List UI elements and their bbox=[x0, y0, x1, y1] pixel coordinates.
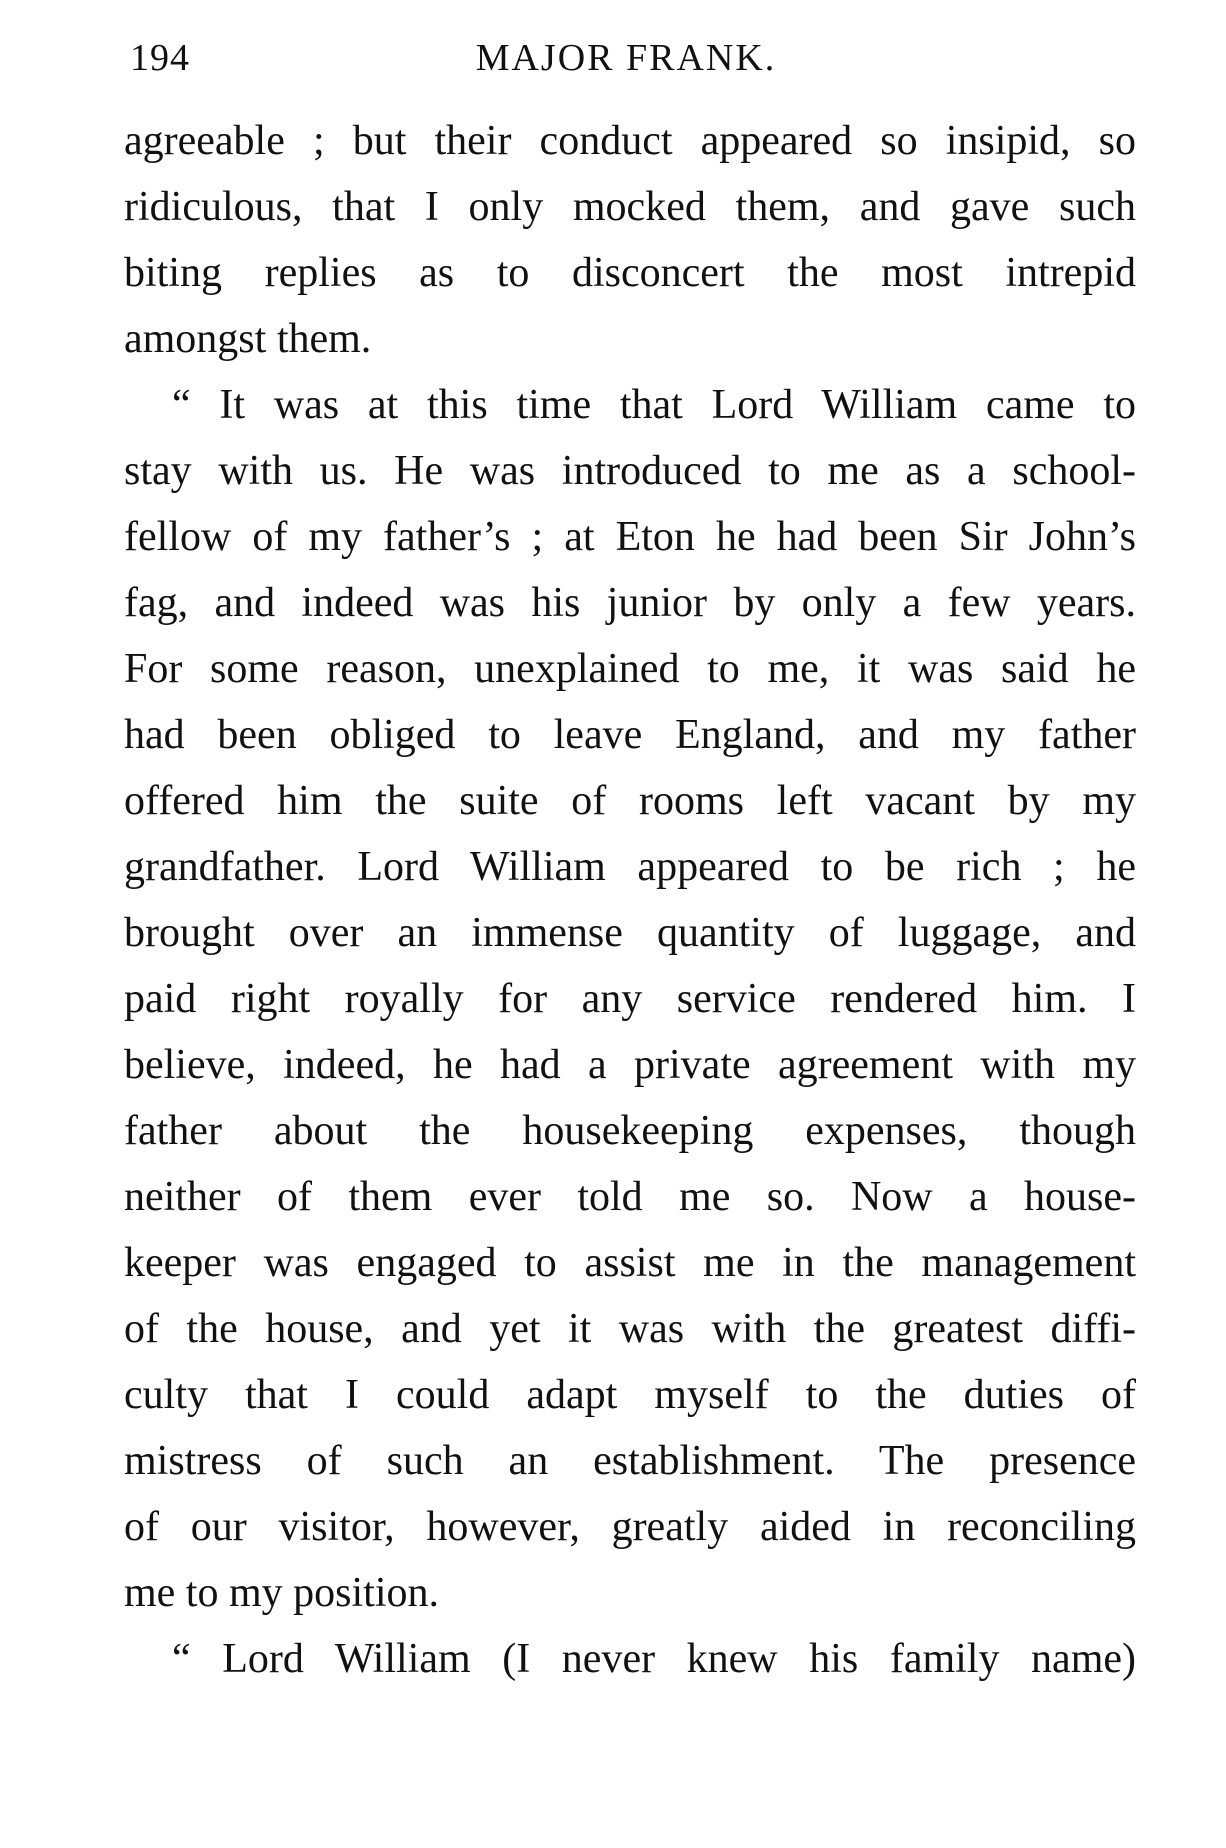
text-line: “ Lord William (I never knew his family name) bbox=[172, 1636, 1136, 1682]
text-line: keeper was engaged to assist me in the management bbox=[124, 1240, 1136, 1286]
text-line: had been obliged to leave England, and my father bbox=[124, 712, 1136, 758]
text-line: amongst them. bbox=[124, 316, 372, 362]
text-line: offered him the suite of rooms left vacant by my bbox=[124, 778, 1136, 824]
text-line: fag, and indeed was his junior by only a few years. bbox=[124, 580, 1136, 626]
text-line: agreeable ; but their conduct appeared so insipid, so bbox=[124, 118, 1136, 164]
text-line: neither of them ever told me so. Now a house- bbox=[124, 1174, 1136, 1220]
text-line: For some reason, unexplained to me, it was said he bbox=[124, 646, 1136, 692]
running-head: MAJOR FRANK. bbox=[475, 37, 777, 79]
text-line: culty that I could adapt myself to the duties of bbox=[124, 1372, 1136, 1418]
text-line: of the house, and yet it was with the greatest diffi- bbox=[124, 1306, 1136, 1352]
text-line: ridiculous, that I only mocked them, and gave such bbox=[124, 184, 1136, 230]
page-header bbox=[118, 28, 1134, 84]
text-line: of our visitor, however, greatly aided in reconciling bbox=[124, 1504, 1136, 1550]
text-line: brought over an immense quantity of luggage, and bbox=[124, 910, 1136, 956]
text-line: me to my position. bbox=[124, 1570, 439, 1616]
page-number: 194 bbox=[130, 37, 190, 79]
text-line: paid right royally for any service rendered him. I bbox=[124, 976, 1136, 1022]
text-line: fellow of my father’s ; at Eton he had been Sir John’s bbox=[124, 514, 1136, 560]
text-line: father about the housekeeping expenses, though bbox=[124, 1108, 1136, 1154]
body-text bbox=[124, 108, 1136, 1692]
text-line: mistress of such an establishment. The presence bbox=[124, 1438, 1136, 1484]
text-line: believe, indeed, he had a private agreement with my bbox=[124, 1042, 1136, 1088]
text-line: biting replies as to disconcert the most intrepid bbox=[124, 250, 1136, 296]
text-line: “ It was at this time that Lord William came to bbox=[172, 382, 1136, 428]
text-line: grandfather. Lord William appeared to be rich ; he bbox=[124, 844, 1136, 890]
text-line: stay with us. He was introduced to me as a school- bbox=[124, 448, 1136, 494]
